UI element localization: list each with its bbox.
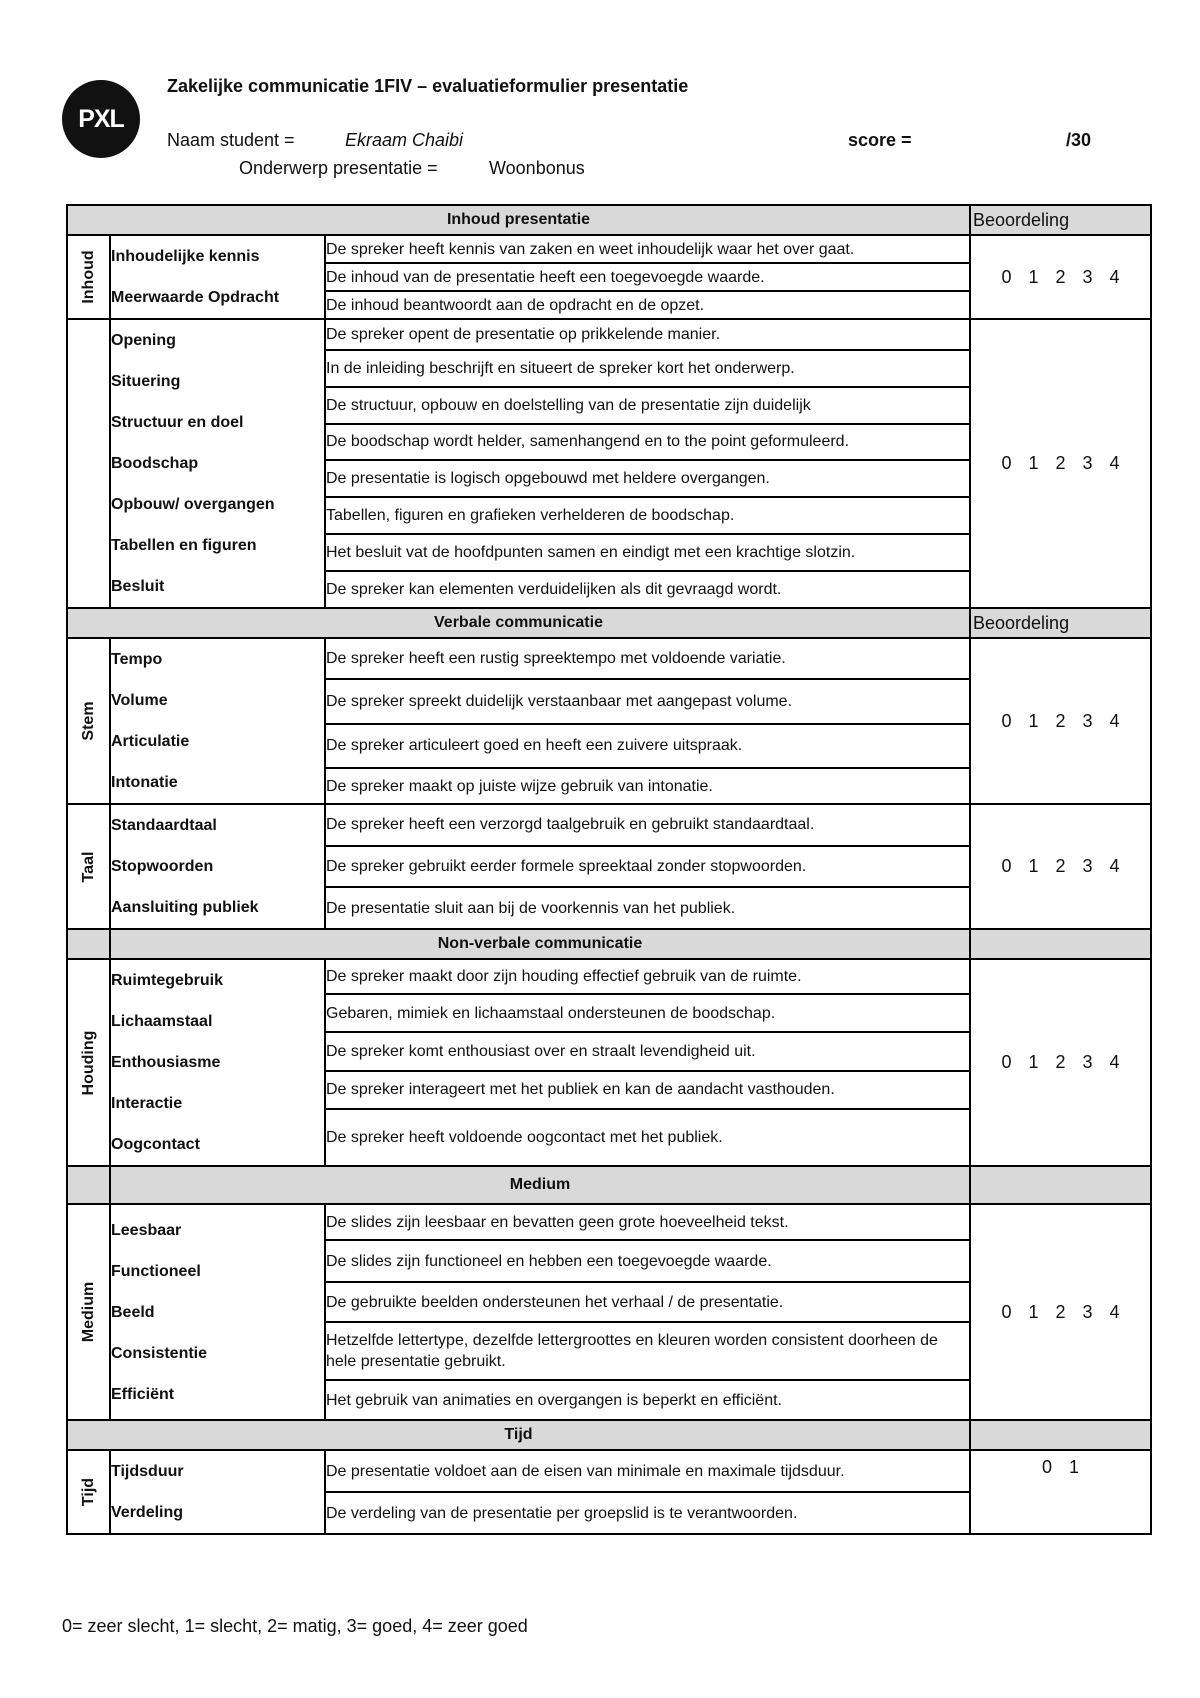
section-title: Medium	[110, 1166, 970, 1204]
criterion: Articulatie	[111, 733, 190, 750]
table-row	[67, 1450, 1151, 1492]
criteria-cell	[110, 1450, 325, 1534]
criterion: Tempo	[111, 651, 163, 668]
description: De spreker komt enthousiast over en straalt levendigheid uit.	[325, 1032, 970, 1070]
criteria-cell	[110, 638, 325, 804]
description: De slides zijn functioneel en hebben een toegevoegde waarde.	[325, 1240, 970, 1282]
table-row	[67, 319, 1151, 350]
side-label: Tijd	[79, 1477, 97, 1507]
side-label: Inhoud	[79, 250, 97, 304]
beoordeling-label: Beoordeling	[970, 205, 1151, 235]
side-label: Taal	[79, 851, 97, 882]
criterion: Meerwaarde Opdracht	[111, 289, 280, 306]
table-row	[67, 1204, 1151, 1240]
score-scale[interactable]: 0 1 2 3 4	[970, 1204, 1151, 1420]
topic-label: Onderwerp presentatie =	[239, 158, 438, 178]
criterion: Oogcontact	[111, 1136, 200, 1153]
side-label-cell	[67, 804, 110, 929]
criterion: Structuur en doel	[111, 414, 244, 431]
section-title: Inhoud presentatie	[67, 205, 970, 235]
criterion: Situering	[111, 373, 181, 390]
section-header-medium	[67, 1166, 1151, 1204]
description: De spreker heeft kennis van zaken en weet inhoudelijk waar het over gaat.	[325, 235, 970, 263]
description: De verdeling van de presentatie per groepslid is te verantwoorden.	[325, 1492, 970, 1534]
side-label-cell	[67, 1204, 110, 1420]
criterion: Besluit	[111, 578, 165, 595]
criterion: Verdeling	[111, 1504, 184, 1521]
page-title: Zakelijke communicatie 1FIV – evaluatieformulier presentatie	[167, 76, 689, 96]
name-label: Naam student =	[167, 130, 295, 150]
description: In de inleiding beschrijft en situeert de spreker kort het onderwerp.	[325, 350, 970, 387]
description: Gebaren, mimiek en lichaamstaal ondersteunen de boodschap.	[325, 994, 970, 1032]
beoordeling-label: Beoordeling	[970, 608, 1151, 638]
section-header-inhoud	[67, 205, 1151, 235]
criteria-cell	[110, 319, 325, 608]
description: De spreker heeft een rustig spreektempo met voldoende variatie.	[325, 638, 970, 679]
pxl-logo	[62, 80, 140, 158]
criterion: Opening	[111, 332, 176, 349]
section-title: Verbale communicatie	[67, 608, 970, 638]
criteria-cell	[110, 959, 325, 1166]
description: De spreker heeft een verzorgd taalgebruik en gebruikt standaardtaal.	[325, 804, 970, 846]
description: De spreker kan elementen verduidelijken als dit gevraagd wordt.	[325, 571, 970, 608]
section-title: Tijd	[67, 1420, 970, 1450]
description: De spreker spreekt duidelijk verstaanbaar met aangepast volume.	[325, 679, 970, 724]
table-row	[67, 804, 1151, 846]
criterion: Standaardtaal	[111, 817, 217, 834]
description: De spreker maakt op juiste wijze gebruik van intonatie.	[325, 768, 970, 804]
criterion: Aansluiting publiek	[111, 899, 259, 916]
side-label-cell	[67, 1450, 110, 1534]
description: De boodschap wordt helder, samenhangend en to the point geformuleerd.	[325, 424, 970, 461]
description: De slides zijn leesbaar en bevatten geen grote hoeveelheid tekst.	[325, 1204, 970, 1240]
criteria-cell	[110, 1204, 325, 1420]
side-label: Medium	[79, 1281, 97, 1343]
score-scale[interactable]: 0 1 2 3 4	[970, 804, 1151, 929]
side-label-cell	[67, 235, 110, 319]
criterion: Efficiënt	[111, 1385, 175, 1403]
table-row	[67, 638, 1151, 679]
description: De inhoud beantwoordt aan de opdracht en de opzet.	[325, 291, 970, 319]
table-row	[67, 959, 1151, 994]
criterion: Tabellen en figuren	[111, 537, 257, 554]
description: Hetzelfde lettertype, dezelfde lettergroottes en kleuren worden consistent doorheen de hele presentatie gebruikt.	[325, 1322, 970, 1380]
description: De gebruikte beelden ondersteunen het verhaal / de presentatie.	[325, 1282, 970, 1322]
criterion: Lichaamstaal	[111, 1013, 213, 1030]
criterion: Inhoudelijke kennis	[111, 248, 260, 265]
description: De inhoud van de presentatie heeft een toegevoegde waarde.	[325, 263, 970, 291]
description: De spreker maakt door zijn houding effectief gebruik van de ruimte.	[325, 959, 970, 994]
criterion: Functioneel	[111, 1262, 201, 1280]
side-label-cell	[67, 959, 110, 1166]
section-header-nonverbaal	[67, 929, 1151, 959]
criterion: Leesbaar	[111, 1221, 182, 1239]
criterion: Volume	[111, 692, 168, 709]
score-scale[interactable]: 0 1	[970, 1450, 1151, 1534]
criterion: Consistentie	[111, 1344, 208, 1362]
description: Tabellen, figuren en grafieken verhelderen de boodschap.	[325, 497, 970, 534]
criterion: Stopwoorden	[111, 858, 214, 875]
criterion: Interactie	[111, 1095, 183, 1112]
score-scale[interactable]: 0 1 2 3 4	[970, 638, 1151, 804]
description: De spreker opent de presentatie op prikkelende manier.	[325, 319, 970, 350]
criterion: Opbouw/ overgangen	[111, 496, 275, 513]
description: De spreker heeft voldoende oogcontact met het publiek.	[325, 1109, 970, 1166]
table-row	[67, 235, 1151, 263]
section-header-verbaal	[67, 608, 1151, 638]
side-label-cell	[67, 319, 110, 608]
evaluation-table	[66, 204, 1152, 1535]
criterion: Enthousiasme	[111, 1054, 221, 1071]
criterion: Ruimtegebruik	[111, 972, 224, 989]
criterion: Intonatie	[111, 774, 178, 791]
score-legend: 0= zeer slecht, 1= slecht, 2= matig, 3= goed, 4= zeer goed	[62, 1616, 528, 1636]
section-header-tijd	[67, 1420, 1151, 1450]
score-scale[interactable]: 0 1 2 3 4	[970, 235, 1151, 319]
criterion: Tijdsduur	[111, 1463, 184, 1480]
criterion: Beeld	[111, 1303, 155, 1321]
score-total: /30	[1066, 130, 1092, 150]
side-label: Houding	[79, 1030, 97, 1095]
score-scale[interactable]: 0 1 2 3 4	[970, 959, 1151, 1166]
description: De spreker gebruikt eerder formele spreektaal zonder stopwoorden.	[325, 846, 970, 888]
description: De structuur, opbouw en doelstelling van de presentatie zijn duidelijk	[325, 387, 970, 424]
description: De spreker articuleert goed en heeft een zuivere uitspraak.	[325, 724, 970, 769]
name-value: Ekraam Chaibi	[345, 130, 464, 150]
score-scale[interactable]: 0 1 2 3 4	[970, 319, 1151, 608]
pxl-logo-text: PXL	[78, 104, 124, 133]
criteria-cell	[110, 235, 325, 319]
side-label-cell	[67, 638, 110, 804]
topic-value: Woonbonus	[489, 158, 585, 178]
description: Het gebruik van animaties en overgangen is beperkt en efficiënt.	[325, 1380, 970, 1420]
description: De presentatie voldoet aan de eisen van minimale en maximale tijdsduur.	[325, 1450, 970, 1492]
description: De presentatie is logisch opgebouwd met heldere overgangen.	[325, 460, 970, 497]
criteria-cell	[110, 804, 325, 929]
score-label: score =	[848, 130, 912, 150]
description: Het besluit vat de hoofdpunten samen en eindigt met een krachtige slotzin.	[325, 534, 970, 571]
description: De presentatie sluit aan bij de voorkennis van het publiek.	[325, 887, 970, 929]
side-label: Stem	[79, 701, 97, 741]
criterion: Boodschap	[111, 455, 199, 472]
description: De spreker interageert met het publiek en kan de aandacht vasthouden.	[325, 1071, 970, 1109]
section-title: Non-verbale communicatie	[110, 929, 970, 959]
